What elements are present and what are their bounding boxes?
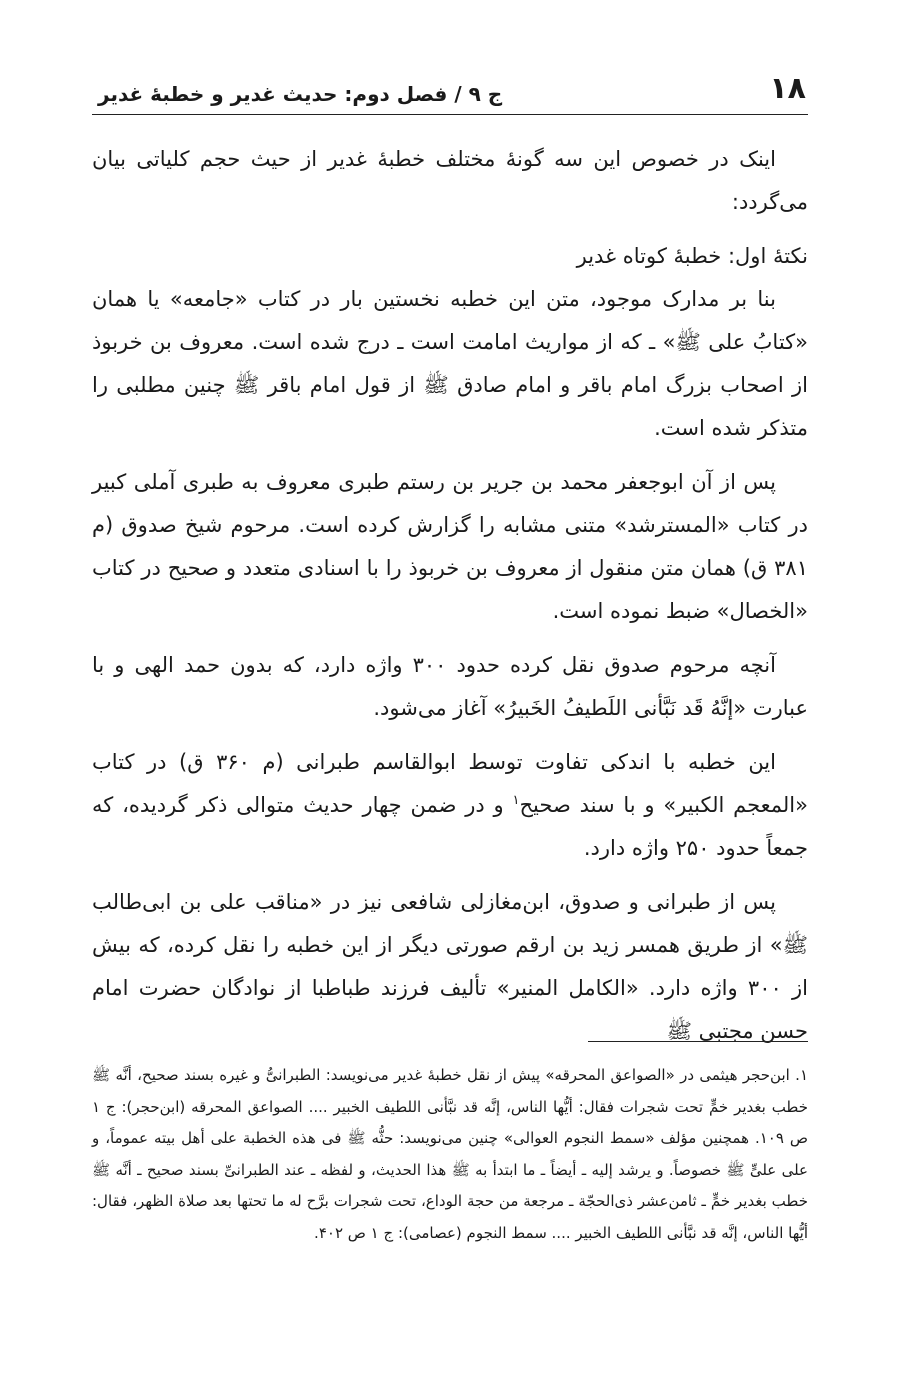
paragraph-tabarani-text-b: و در ضمن چهار حدیث متوالی ذکر گردیده، که جمعاً حدود ۲۵۰ واژه دارد. <box>92 793 808 860</box>
paragraph-ibn-maghazili: پس از طبرانی و صدوق، ابن‌مغازلی شافعی نیز در «مناقب علی بن ابی‌طالب ﷺ» از طریق همسر زید بن ارقم صورتی دیگر از این خطبه را نقل کرده، که بیش از ۳۰۰ واژه دارد. «الکامل المنیر» تألیف فرزند طباطبا از نوادگان حضرت امام حسن مجتبی ﷺ <box>92 890 808 1043</box>
paragraph-intro: اینک در خصوص این سه گونهٔ مختلف خطبهٔ غدیر از حیث حجم کلیاتی بیان می‌گردد: <box>92 147 808 214</box>
section-subheading: نکتهٔ اول: خطبهٔ کوتاه غدیر <box>576 244 808 268</box>
footnotes <box>92 1060 808 1249</box>
paragraph-tabarani-text-a: این خطبه با اندکی تفاوت توسط ابوالقاسم طبرانی (م ۳۶۰ ق) در کتاب «المعجم الکبیر» و با سند صحیح <box>92 750 808 817</box>
footnote-divider <box>588 1041 808 1042</box>
running-title: ج ۹ / فصل دوم: حدیث غدیر و خطبهٔ غدیر <box>98 82 503 106</box>
paragraph-sources: بنا بر مدارک موجود، متن این خطبه نخستین بار در کتاب «جامعه» یا همان «کتابُ علی ﷺ» ـ که از مواریث امامت است ـ درج شده است. معروف بن خربوذ از اصحاب بزرگ امام باقر و امام صادق ﷺ از قول امام باقر ﷺ چنین مطلبی را متذکر شده است. <box>92 287 808 440</box>
paragraph-saduq: آنچه مرحوم صدوق نقل کرده حدود ۳۰۰ واژه دارد، که بدون حمد الهی و با عبارت «إنَّهُ قَد نَبَّأنی اللَطیفُ الخَبیرُ» آغاز می‌شود. <box>92 653 808 720</box>
page-number: ۱۸ <box>769 71 806 106</box>
footnote-reference[interactable]: ۱ <box>512 793 520 808</box>
paragraph-tabari: پس از آن ابوجعفر محمد بن جریر بن رستم طبری معروف به طبری آملی کبیر در کتاب «المسترشد» متنی مشابه را گزارش کرده است. مرحوم شیخ صدوق (م ۳۸۱ ق) همان متن منقول از معروف بن خربوذ را با اسنادی متعدد و صحیح در کتاب «الخصال» ضبط نموده است. <box>92 470 808 623</box>
footnote-1: ۱. ابن‌حجر هیثمی در «الصواعق المحرقه» پیش از نقل خطبهٔ غدیر می‌نویسد: الطبرانیُّ و غیره بسند صحیح، أنَّه ﷺ خطب بغدیر خمٍّ تحت شجرات فقال: أیُّها الناس، إنَّه قد نبَّأنی اللطیف الخبیر .... الصواعق المحرقه (ابن‌حجر): ج ۱ ص ۱۰۹. همچنین مؤلف «سمط النجوم العوالی» چنین می‌نویسد: حثُّه ﷺ فی هذه الخطبة علی أهل بیته عموماً، و علی علیٍّ ﷺ خصوصاً. و یرشد إلیه ـ أیضاً ـ ما ابتدأ به ﷺ هذا الحدیث، و لفظه ـ عند الطبرانیِّ بسند صحیح ـ أنَّه ﷺ خطب بغدیر خمٍّ ـ ثامن‌عشر ذی‌الحجّة ـ مرجعة من حجة الوداع، تحت شجرات برَّح له ما تحتها بعد صلاة الظهر، فقال: أیُّها الناس، إنَّه قد نبَّأنی اللطیف الخبیر .... سمط النجوم (عصامی): ج ۱ ص ۴۰۲. <box>92 1066 809 1242</box>
main-text <box>92 138 808 1053</box>
page-header <box>92 62 808 115</box>
paragraph-tabarani <box>92 741 808 870</box>
